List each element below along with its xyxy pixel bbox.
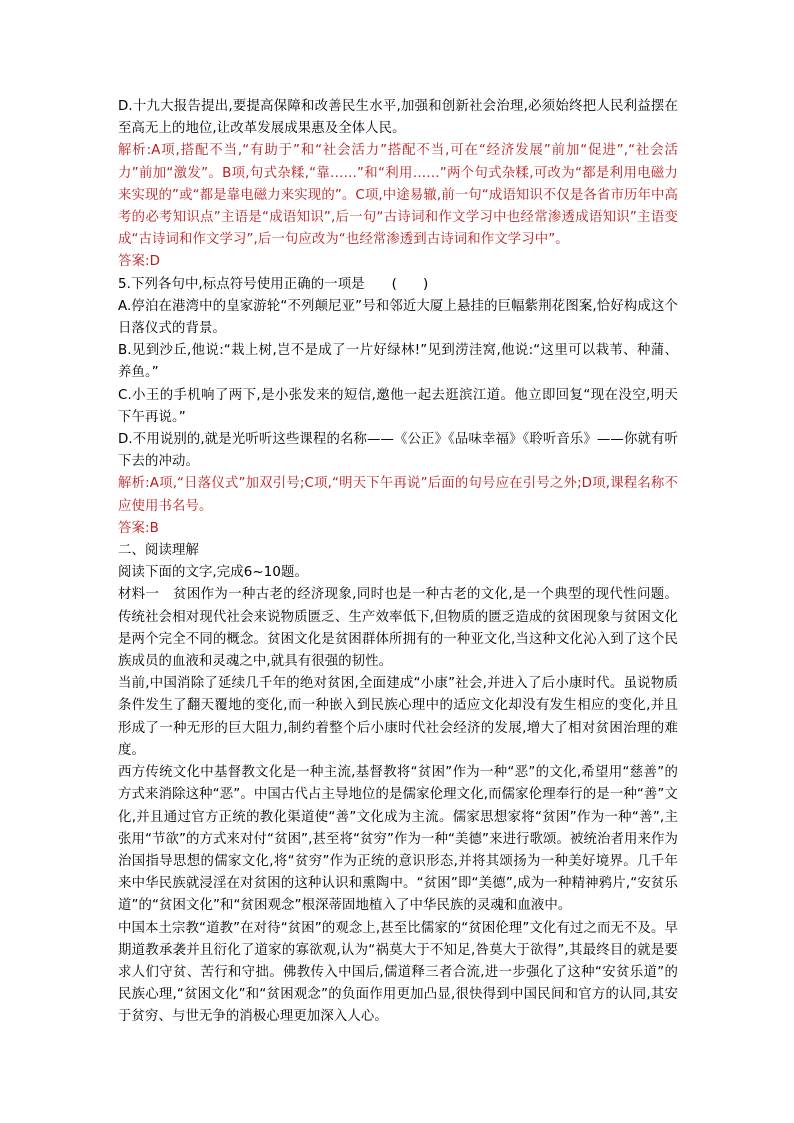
material-paragraph-3: 西方传统文化中基督教文化是一种主流,基督教将“贫困”作为一种“恶”的文化,希望用“慈善”的方式来消除这种“恶”。中国古代占主导地位的是儒家伦理文化,而儒家伦理奉行的是一种“善”文化,并且通过官方正统的教化渠道使“善”文化成为主流。儒家思想家将“贫困”作为一种“善”,主张用“节欲”的方式来对付“贫困”,甚至将“贫穷”作为一种“美德”来进行歌颂。被统治者用来作为治国指导思想的儒家文化,将“贫穷”作为正统的意识形态,并将其颂扬为一种美好境界。几千年来中华民族就浸淫在对贫困的这种认识和熏陶中。“贫困”即“美德”,成为一种精神鸦片,“安贫乐道”的“贫困文化”和“贫困观念”根深蒂固地植入了中华民族的灵魂和血液中。 [118,765,678,914]
q5-option-c: C.小王的手机响了两下,是小张发来的短信,邀他一起去逛滨江道。他立即回复“现在没空,明天下午再说。” [118,387,678,425]
q4-analysis-highlight: “古诗词和作文学习” [131,232,254,248]
section-instruction: 阅读下面的文字,完成6~10题。 [118,565,308,581]
q5-option-d: D.不用说别的,就是光听听这些课程的名称——《公正》《品味幸福》《聆听音乐》——你就有听下去的冲动。 [118,432,678,470]
q5-option-b: B.见到沙丘,他说:“栽上树,岂不是成了一片好绿林!”见到涝洼窝,他说:“这里可以栽苇、种蒲、养鱼。” [118,343,678,381]
material-paragraph-4: 中国本土宗教“道教”在对待“贫困”的观念上,甚至比儒家的“贫困伦理”文化有过之而无不及。早期道教承袭并且衍化了道家的寡欲观,认为“祸莫大于不知足,咎莫大于欲得”,其最终目的就是要求人们守贫、苦行和守拙。佛教传入中国后,儒道释三者合流,进一步强化了这种“安贫乐道”的民族心理,“贫困文化”和“贫困观念”的负面作用更加凸显,很快得到中国民间和官方的认同,其安于贫穷、与世无争的消极心理更加深入人心。 [118,920,678,1025]
q4-option-d: D.十九大报告提出,要提高保障和改善民生水平,加强和创新社会治理,必须始终把人民利益摆在至高无上的地位,让改革发展成果惠及全体人民。 [118,99,678,137]
q5-stem [118,274,678,296]
q4-analysis [118,140,678,251]
material-paragraph-2: 当前,中国消除了延续几千年的绝对贫困,全面建成“小康”社会,并进入了后小康时代。虽说物质条件发生了翻天覆地的变化,而一种嵌入到民族心理中的适应文化却没有发生相应的变化,并且形成了一种无形的巨大阻力,制约着整个后小康时代社会经济的发展,增大了相对贫困治理的难度。 [118,676,678,758]
section-title: 二、阅读理解 [118,543,199,559]
document-page [118,96,678,1029]
q5-option-a: A.停泊在港湾中的皇家游轮“不列颠尼亚”号和邻近大厦上悬挂的巨幅紫荆花图案,恰好构成这个日落仪式的背景。 [118,298,678,337]
q4-analysis-end: ,后一句应改为“也经常渗透到古诗词和作文学习中”。 [253,232,569,248]
material-paragraph-1: 材料一 贫困作为一种古老的经济现象,同时也是一种古老的文化,是一个典型的现代性问题。传统社会相对现代社会来说物质匮乏、生产效率低下,但物质的匮乏造成的贫困现象与贫困文化是两个完全不同的概念。贫困文化是贫困群体所拥有的一种亚文化,当这种文化沁入到了这个民族成员的血液和灵魂之中,就具有很强的韧性。 [118,587,678,670]
q5-answer: 答案:B [118,520,159,536]
q4-analysis-text: 解析:A项,搭配不当,“有助于”和“社会活力”搭配不当,可在“经济发展”前加“促进”,“社会活力”前加“激发”。B项,句式杂糅,“靠……”和“利用……”两个句式杂糅,可改为“都是利用电磁力来实现的”或“都是靠电磁力来实现的”。C项,中途易辙,前一句“成语知识不仅是各省市历年中高考的必考知识点”主语是“成语知识”,后一句“古诗词和作文学习中也经常渗透成语知识”主语变成 [118,143,678,248]
q5-paren-open: ( [391,276,397,292]
q5-stem-text: 5.下列各句中,标点符号使用正确的一项是 [118,276,365,292]
q4-answer: 答案:D [118,254,161,270]
q5-paren-close: ) [422,276,429,292]
q5-analysis: 解析:A项,“日落仪式”加双引号;C项,“明天下午再说”后面的句号应在引号之外;D项,课程名称不应使用书名号。 [118,476,678,514]
